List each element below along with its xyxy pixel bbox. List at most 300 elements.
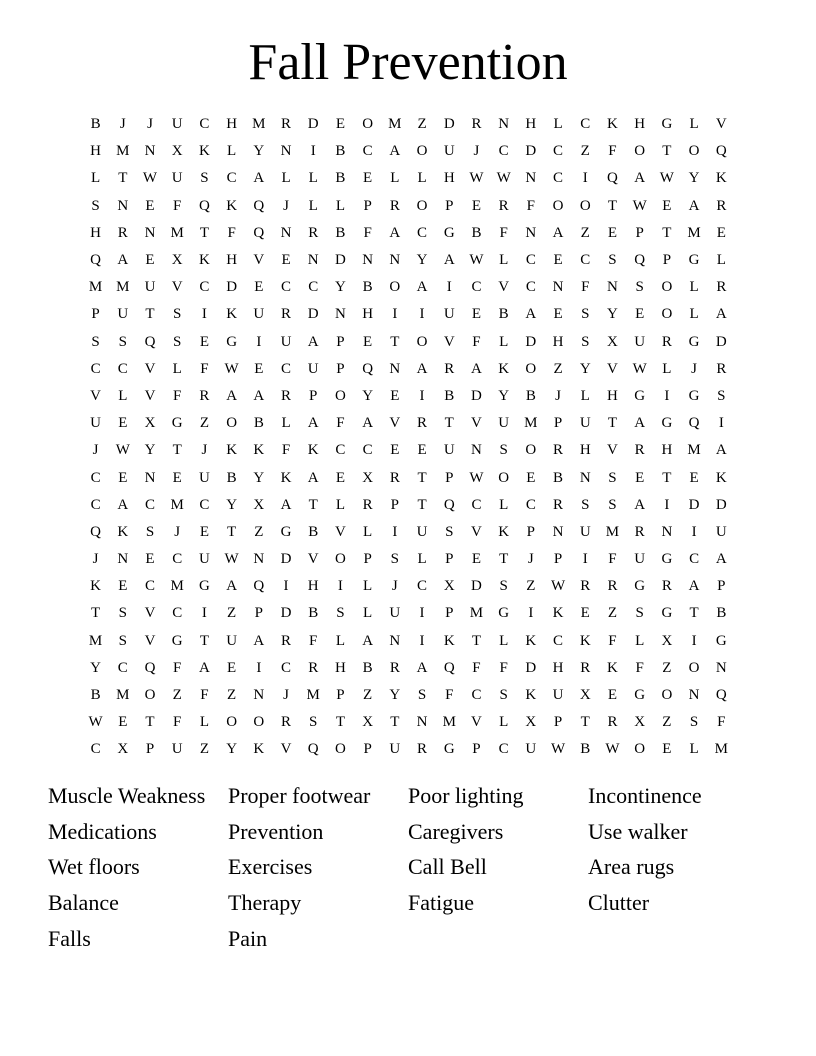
grid-letter: F: [499, 224, 508, 241]
grid-letter: P: [635, 224, 644, 241]
grid-letter: C: [580, 252, 591, 269]
grid-letter: O: [525, 360, 537, 377]
grid-letter: V: [335, 523, 346, 540]
grid-letter: U: [525, 741, 537, 758]
grid-letter: I: [528, 605, 534, 622]
grid-letter: T: [417, 469, 427, 486]
grid-letter: E: [635, 306, 645, 323]
grid-letter: Q: [688, 415, 700, 432]
word-bank-item: Use walker: [588, 818, 688, 844]
grid-letter: D: [715, 333, 727, 350]
grid-letter: N: [552, 279, 564, 296]
grid-letter: P: [553, 714, 563, 731]
grid-letter: U: [90, 415, 102, 432]
grid-letter: B: [471, 224, 482, 241]
grid-letter: L: [227, 143, 237, 160]
grid-letter: M: [687, 224, 701, 241]
grid-letter: S: [608, 469, 617, 486]
grid-letter: O: [634, 143, 646, 160]
grid-letter: P: [363, 197, 372, 214]
grid-letter: N: [280, 143, 292, 160]
grid-letter: U: [389, 741, 401, 758]
grid-letter: C: [90, 496, 101, 513]
grid-letter: C: [308, 279, 319, 296]
grid-letter: Q: [443, 659, 455, 676]
grid-letter: V: [307, 551, 319, 568]
grid-letter: N: [525, 170, 537, 187]
grid-letter: F: [472, 659, 481, 676]
grid-letter: S: [309, 714, 318, 731]
grid-letter: Q: [144, 659, 156, 676]
grid-letter: L: [363, 605, 373, 622]
grid-letter: N: [498, 116, 510, 133]
grid-letter: Z: [254, 523, 264, 540]
grid-letter: Q: [715, 143, 727, 160]
grid-letter: E: [199, 333, 209, 350]
grid-letter: E: [363, 170, 373, 187]
grid-letter: F: [173, 659, 182, 676]
grid-letter: E: [390, 442, 400, 459]
grid-letter: T: [199, 632, 209, 649]
grid-letter: L: [689, 306, 699, 323]
word-bank-item: Falls: [48, 925, 91, 951]
grid-letter: W: [142, 170, 158, 187]
grid-letter: Z: [227, 605, 237, 622]
grid-letter: C: [553, 632, 564, 649]
grid-letter: S: [445, 523, 454, 540]
grid-letter: E: [118, 469, 128, 486]
grid-letter: S: [91, 197, 100, 214]
grid-letter: M: [388, 116, 402, 133]
grid-letter: T: [471, 632, 482, 649]
grid-letter: O: [688, 143, 700, 160]
grid-letter: C: [145, 578, 156, 595]
grid-letter: Z: [580, 224, 590, 241]
grid-letter: S: [118, 632, 127, 649]
grid-letter: C: [689, 551, 700, 568]
grid-letter: M: [116, 143, 130, 160]
grid-letter: P: [91, 306, 100, 323]
grid-letter: A: [226, 578, 238, 595]
grid-letter: B: [716, 605, 727, 622]
grid-letter: P: [336, 333, 345, 350]
grid-letter: J: [283, 687, 289, 704]
grid-letter: T: [118, 170, 128, 187]
grid-letter: T: [607, 197, 618, 214]
grid-letter: E: [145, 551, 155, 568]
grid-letter: R: [281, 714, 292, 731]
grid-letter: L: [499, 252, 509, 269]
grid-letter: B: [226, 469, 237, 486]
grid-letter: I: [718, 415, 724, 432]
grid-letter: C: [199, 496, 210, 513]
grid-letter: C: [471, 687, 482, 704]
grid-letter: R: [661, 333, 672, 350]
grid-letter: H: [634, 116, 646, 133]
grid-letter: X: [634, 714, 646, 731]
grid-letter: O: [144, 687, 156, 704]
grid-letter: B: [335, 143, 346, 160]
grid-letter: D: [715, 496, 727, 513]
grid-letter: T: [227, 523, 237, 540]
grid-letter: R: [634, 523, 645, 540]
grid-letter: T: [172, 442, 182, 459]
word-bank-item: Prevention: [228, 818, 324, 844]
grid-letter: A: [253, 632, 265, 649]
grid-letter: F: [581, 279, 590, 296]
grid-letter: M: [306, 687, 320, 704]
grid-letter: Y: [688, 170, 700, 187]
grid-letter: L: [118, 387, 128, 404]
grid-letter: R: [117, 224, 128, 241]
grid-letter: Y: [579, 360, 591, 377]
grid-letter: A: [389, 224, 401, 241]
grid-letter: W: [550, 741, 566, 758]
grid-letter: K: [525, 687, 537, 704]
grid-letter: Y: [253, 469, 265, 486]
grid-letter: C: [281, 360, 292, 377]
grid-letter: R: [716, 197, 727, 214]
grid-letter: I: [691, 523, 697, 540]
grid-letter: Z: [417, 116, 427, 133]
grid-letter: F: [227, 224, 236, 241]
word-bank-item: Proper footwear: [228, 783, 371, 808]
grid-letter: D: [471, 387, 482, 404]
grid-letter: S: [390, 551, 399, 568]
grid-letter: N: [144, 224, 156, 241]
grid-letter: L: [363, 523, 373, 540]
word-bank: [48, 778, 788, 956]
grid-letter: V: [144, 387, 156, 404]
grid-letter: A: [307, 415, 319, 432]
grid-letter: U: [226, 632, 238, 649]
grid-letter: P: [445, 551, 454, 568]
grid-letter: S: [717, 387, 726, 404]
grid-letter: H: [90, 143, 102, 160]
grid-letter: M: [442, 714, 456, 731]
grid-letter: P: [445, 605, 454, 622]
grid-letter: V: [471, 415, 482, 432]
grid-letter: P: [445, 197, 454, 214]
grid-letter: V: [144, 605, 156, 622]
grid-letter: T: [662, 224, 672, 241]
grid-letter: A: [634, 170, 646, 187]
grid-letter: Z: [526, 578, 536, 595]
grid-letter: H: [525, 116, 537, 133]
grid-letter: F: [173, 714, 182, 731]
grid-letter: Y: [226, 741, 238, 758]
grid-letter: O: [416, 333, 428, 350]
grid-letter: K: [253, 442, 265, 459]
grid-letter: H: [579, 442, 591, 459]
grid-letter: L: [499, 714, 509, 731]
grid-letter: L: [308, 197, 318, 214]
grid-letter: R: [553, 496, 564, 513]
grid-letter: F: [608, 632, 617, 649]
grid-letter: Z: [363, 687, 373, 704]
grid-letter: Q: [715, 687, 727, 704]
grid-letter: A: [416, 279, 428, 296]
grid-row: [82, 193, 735, 220]
grid-letter: A: [688, 578, 700, 595]
grid-letter: G: [661, 415, 673, 432]
grid-letter: V: [90, 387, 102, 404]
grid-letter: M: [469, 605, 484, 622]
grid-letter: T: [662, 469, 672, 486]
grid-letter: O: [389, 279, 401, 296]
letter-grid: [82, 111, 735, 764]
grid-letter: Z: [662, 659, 672, 676]
grid-letter: K: [579, 632, 591, 649]
word-bank-item: Pain: [228, 925, 268, 951]
grid-letter: V: [253, 252, 265, 269]
grid-row: [82, 301, 735, 328]
grid-letter: L: [662, 360, 672, 377]
grid-letter: R: [389, 469, 400, 486]
word-bank-item: Incontinence: [588, 783, 702, 808]
grid-letter: S: [499, 442, 508, 459]
grid-letter: Z: [172, 687, 182, 704]
grid-letter: K: [443, 632, 455, 649]
grid-letter: O: [226, 415, 238, 432]
grid-letter: R: [471, 116, 482, 133]
grid-letter: U: [715, 523, 727, 540]
grid-letter: C: [553, 170, 564, 187]
grid-letter: G: [226, 333, 238, 350]
grid-letter: R: [580, 578, 591, 595]
grid-letter: S: [635, 279, 644, 296]
grid-letter: T: [308, 496, 318, 513]
grid-letter: X: [525, 714, 537, 731]
word-bank-item: Poor lighting: [408, 783, 524, 808]
grid-letter: S: [118, 333, 127, 350]
grid-letter: U: [552, 687, 564, 704]
grid-letter: N: [552, 523, 564, 540]
grid-letter: G: [634, 687, 646, 704]
grid-letter: V: [144, 632, 156, 649]
grid-letter: S: [499, 687, 508, 704]
grid-letter: K: [280, 469, 292, 486]
grid-letter: Z: [607, 605, 618, 622]
grid-letter: L: [91, 170, 101, 187]
grid-letter: E: [390, 387, 400, 404]
grid-row: [82, 519, 735, 546]
grid-letter: N: [525, 224, 537, 241]
grid-letter: R: [498, 197, 509, 214]
grid-row: [82, 655, 735, 682]
grid-letter: X: [579, 687, 591, 704]
grid-letter: E: [526, 469, 536, 486]
grid-letter: W: [632, 360, 647, 377]
grid-letter: Z: [199, 415, 209, 432]
grid-letter: G: [198, 578, 210, 595]
grid-letter: I: [446, 279, 452, 296]
grid-letter: W: [659, 170, 674, 187]
grid-letter: D: [335, 252, 346, 269]
grid-letter: B: [525, 387, 536, 404]
grid-letter: T: [662, 143, 672, 160]
grid-letter: Q: [144, 333, 156, 350]
grid-letter: V: [443, 333, 455, 350]
grid-letter: S: [145, 523, 155, 540]
grid-letter: U: [443, 442, 455, 459]
grid-letter: E: [118, 578, 128, 595]
grid-letter: J: [174, 523, 181, 540]
grid-letter: H: [607, 387, 618, 404]
grid-letter: C: [117, 360, 128, 377]
grid-letter: Q: [607, 170, 618, 187]
grid-letter: C: [417, 578, 428, 595]
grid-letter: U: [579, 523, 591, 540]
grid-letter: I: [664, 387, 670, 404]
grid-row: [82, 709, 735, 736]
grid-letter: B: [308, 605, 319, 622]
grid-letter: R: [308, 224, 319, 241]
grid-letter: I: [256, 333, 262, 350]
grid-letter: N: [579, 469, 591, 486]
grid-letter: I: [691, 632, 697, 649]
grid-letter: E: [471, 306, 482, 323]
grid-letter: J: [119, 116, 126, 133]
grid-letter: W: [469, 469, 484, 486]
grid-letter: E: [254, 360, 264, 377]
grid-letter: G: [443, 224, 455, 241]
grid-letter: K: [498, 360, 510, 377]
grid-letter: E: [607, 224, 618, 241]
grid-letter: M: [170, 578, 184, 595]
grid-letter: U: [443, 143, 455, 160]
grid-letter: O: [579, 197, 591, 214]
grid-letter: O: [416, 143, 428, 160]
word-bank-item: Clutter: [588, 890, 650, 916]
grid-letter: B: [90, 116, 101, 133]
grid-letter: W: [496, 170, 511, 187]
grid-letter: S: [173, 333, 182, 350]
grid-letter: K: [607, 659, 618, 676]
grid-letter: L: [635, 632, 645, 649]
grid-letter: V: [471, 523, 482, 540]
grid-letter: C: [199, 279, 210, 296]
grid-letter: A: [443, 252, 455, 269]
grid-letter: P: [717, 578, 726, 595]
grid-letter: N: [362, 252, 374, 269]
grid-letter: H: [552, 333, 564, 350]
grid-letter: F: [445, 687, 454, 704]
grid-letter: I: [419, 306, 425, 323]
word-bank-item: Therapy: [228, 890, 302, 916]
grid-letter: V: [498, 279, 510, 296]
grid-letter: W: [115, 442, 130, 459]
grid-letter: A: [362, 415, 374, 432]
grid-letter: T: [444, 415, 454, 432]
grid-letter: I: [664, 496, 670, 513]
grid-letter: B: [335, 170, 346, 187]
grid-letter: P: [254, 605, 263, 622]
grid-letter: A: [471, 360, 482, 377]
grid-letter: I: [256, 659, 262, 676]
grid-letter: A: [307, 333, 319, 350]
grid-letter: L: [716, 252, 726, 269]
grid-letter: A: [634, 496, 646, 513]
grid-letter: N: [253, 687, 265, 704]
grid-letter: C: [580, 116, 591, 133]
grid-letter: C: [498, 143, 509, 160]
grid-letter: Q: [90, 523, 102, 540]
grid-letter: I: [419, 605, 425, 622]
grid-letter: J: [527, 551, 534, 568]
grid-letter: Y: [226, 496, 238, 513]
grid-letter: L: [417, 170, 427, 187]
grid-row: [82, 165, 735, 192]
word-bank-item: Call Bell: [408, 854, 487, 880]
word-bank-item: Balance: [48, 890, 119, 916]
grid-letter: O: [498, 469, 510, 486]
grid-letter: G: [171, 632, 183, 649]
grid-letter: G: [634, 578, 646, 595]
grid-letter: T: [689, 605, 699, 622]
grid-letter: F: [717, 714, 726, 731]
grid-letter: X: [171, 143, 183, 160]
grid-letter: E: [118, 415, 128, 432]
grid-letter: B: [444, 387, 455, 404]
grid-letter: U: [498, 415, 510, 432]
grid-letter: B: [335, 224, 346, 241]
grid-letter: O: [335, 551, 346, 568]
grid-letter: X: [661, 632, 673, 649]
grid-letter: U: [144, 279, 156, 296]
grid-letter: N: [607, 279, 618, 296]
grid-letter: W: [605, 741, 620, 758]
grid-letter: F: [200, 360, 209, 377]
grid-letter: L: [553, 116, 563, 133]
grid-letter: P: [145, 741, 155, 758]
word-bank-item: Medications: [48, 818, 157, 844]
grid-letter: T: [499, 551, 509, 568]
grid-letter: S: [581, 496, 590, 513]
grid-letter: X: [117, 741, 129, 758]
grid-letter: B: [362, 659, 373, 676]
grid-letter: P: [553, 415, 563, 432]
grid-letter: E: [662, 197, 672, 214]
grid-letter: D: [525, 333, 537, 350]
grid-letter: X: [253, 496, 265, 513]
grid-letter: T: [91, 605, 101, 622]
grid-letter: I: [201, 306, 207, 323]
grid-letter: Y: [335, 279, 346, 296]
grid-letter: D: [471, 578, 482, 595]
grid-letter: E: [281, 252, 291, 269]
grid-letter: G: [634, 387, 646, 404]
grid-letter: U: [634, 551, 646, 568]
grid-letter: A: [416, 360, 428, 377]
grid-letter: U: [171, 741, 183, 758]
grid-letter: A: [362, 632, 374, 649]
grid-row: [82, 329, 735, 356]
grid-letter: X: [362, 714, 374, 731]
grid-letter: G: [498, 605, 510, 622]
grid-letter: O: [335, 387, 346, 404]
grid-letter: I: [392, 523, 398, 540]
grid-letter: K: [198, 143, 210, 160]
grid-letter: R: [716, 360, 727, 377]
grid-letter: A: [715, 442, 727, 459]
grid-letter: P: [662, 252, 672, 269]
grid-letter: F: [336, 415, 345, 432]
grid-letter: Q: [443, 496, 455, 513]
grid-letter: N: [335, 306, 346, 323]
grid-letter: N: [389, 632, 401, 649]
grid-letter: R: [716, 279, 727, 296]
